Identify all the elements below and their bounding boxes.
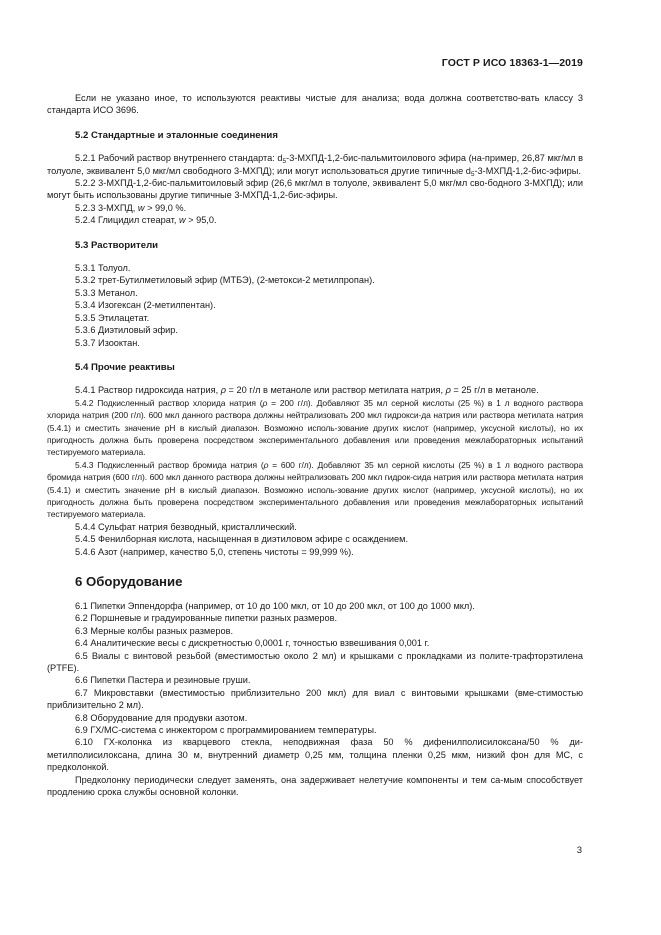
section-5-4-title: 5.4 Прочие реактивы xyxy=(75,361,175,373)
list-item: 6.6 Пипетки Пастера и резиновые груши. xyxy=(75,675,251,686)
para-5-4-4: 5.4.4 Сульфат натрия безводный, кристаллический. xyxy=(75,521,297,532)
list-item: 5.3.4 Изогексан (2-метилпентан). xyxy=(75,300,216,311)
para-5-2-3: 5.2.3 3-МХПД, w > 99,0 %. xyxy=(75,202,187,213)
list-item: 5.3.5 Этилацетат. xyxy=(75,312,150,323)
list-item: 6.9 ГХ/МС-система с инжектором с программированием температуры. xyxy=(75,725,377,736)
list-item: 5.3.6 Диэтиловый эфир. xyxy=(75,325,178,336)
para-5-2-4: 5.2.4 Глицидил стеарат, w > 95,0. xyxy=(75,215,217,226)
list-item: 6.2 Поршневые и градуированные пипетки разных размеров. xyxy=(75,613,338,624)
para-5-4-3: 5.4.3 Подкисленный раствор бромида натрия (ρ = 600 г/л). Добавляют 35 мл серной кислоты (25 %) в 1 л водного раствора бромида натрия (600 г/л). 600 мкл данного раствора должны нейтрализовать 200 мкл гидрок-сида натрия или раствора метилата натрия (5.4.1) и сместить значение pH в кислый диапазон. Возможно исполь-зование других кислот (например, уксусной кислоты), но их пригодность должна быть проверена посредством экспериментального добавления или проведения межлабораторных испытаний тестируемого материала. xyxy=(47,459,583,520)
section-6-title: 6 Оборудование xyxy=(75,574,183,589)
list-item: 6.3 Мерные колбы разных размеров. xyxy=(75,625,234,636)
list-item: 6.8 Оборудование для продувки азотом. xyxy=(75,712,248,723)
document-code-header: ГОСТ Р ИСО 18363-1—2019 xyxy=(441,57,583,69)
list-item: 6.7 Микровставки (вместимостью приблизительно 200 мкл) для виал с винтовыми крышками (вме-стимостью приблизительно 2 мл). xyxy=(47,687,583,711)
para-5-4-2: 5.4.2 Подкисленный раствор хлорида натрия (ρ = 200 г/л). Добавляют 35 мл серной кислоты (25 %) в 1 л водного раствора хлорида натрия (200 г/л). 600 мкл данного раствора должны нейтрализовать 200 мкл гидрокси-да натрия или раствора метилата натрия (5.4.1) и сместить значение pH в кислый диапазон. Возможно исполь-зование других кислот (например, уксусной кислоты), но их пригодность должна быть проверена посредством экспериментального добавления или проведения межлабораторных испытаний тестируемого материала. xyxy=(47,397,583,458)
list-item: 6.10 ГХ-колонка из кварцевого стекла, неподвижная фаза 50 % дифенилполисилоксана/50 % ди-метилполисилоксана, длина 30 м, внутренний диаметр 0,25 мм, толщина пленки 0,25 мкм, низкий фон для МС, с предколонкой. xyxy=(47,737,583,773)
list-item: 5.3.2 трет-Бутилметиловый эфир (МТБЭ), (2-метокси-2 метилпропан). xyxy=(75,275,375,286)
section-5-2-title: 5.2 Стандартные и эталонные соединения xyxy=(75,129,278,141)
section-5-3-title: 5.3 Растворители xyxy=(75,239,159,251)
list-item: 5.3.7 Изооктан. xyxy=(75,337,140,348)
para-5-4-1: 5.4.1 Раствор гидроксида натрия, ρ = 20 г/л в метаноле или раствор метилата натрия, ρ = 25 г/л в метаноле. xyxy=(75,385,539,396)
note-paragraph: Предколонку периодически следует заменять, она задерживает нелетучие компоненты и тем са-мым способствует продлению срока службы основной колонки. xyxy=(47,774,583,798)
para-5-2-1: 5.2.1 Рабочий раствор внутреннего стандарта: $d_5-3-МХПД-1,2-бис$-пальмитоилового эфира (на-пример, 26,87 мкг/мл в толуоле, эквивалент 5,0 мкг/мл свободного 3-МХПД); или могут использоваться другие типичные $d_5-3-МХПД-1,2-бис$-эфиры. xyxy=(47,153,583,178)
para-5-4-6: 5.4.6 Азот (например, качество 5,0, степень чистоты = 99,999 %). xyxy=(75,546,354,557)
list-item: 6.4 Аналитические весы с дискретностью 0,0001 г, точностью взвешивания 0,001 г. xyxy=(75,638,430,649)
para-5-2-2: 5.2.2 3-МХПД-1,2-бис-пальмитоиловый эфир (26,6 мкг/мл в толуоле, эквивалент 5,0 мкг/мл сво-бодного 3-МХПД); или могут быть использованы другие типичные 3-МХПД-1,2-бис-эфиры. xyxy=(47,178,583,201)
list-item: 5.3.1 Толуол. xyxy=(75,263,131,274)
list-item: 5.3.3 Метанол. xyxy=(75,287,138,298)
intro-paragraph: Если не указано иное, то используются реактивы чистые для анализа; вода должна соответство-вать классу 3 стандарта ИСО 3696. xyxy=(47,93,583,116)
para-5-4-5: 5.4.5 Фенилборная кислота, насыщенная в диэтиловом эфире с осаждением. xyxy=(75,534,409,545)
list-item: 6.5 Виалы с винтовой резьбой (вместимостью около 2 мл) и крышками с прокладками из полите-трафторэтилена (PTFE). xyxy=(47,650,583,674)
page-number: 3 xyxy=(576,845,582,856)
list-item: 6.1 Пипетки Эппендорфа (например, от 10 до 100 мкл, от 10 до 200 мкл, от 100 до 1000 мкл). xyxy=(75,601,475,611)
page-content xyxy=(47,92,583,799)
